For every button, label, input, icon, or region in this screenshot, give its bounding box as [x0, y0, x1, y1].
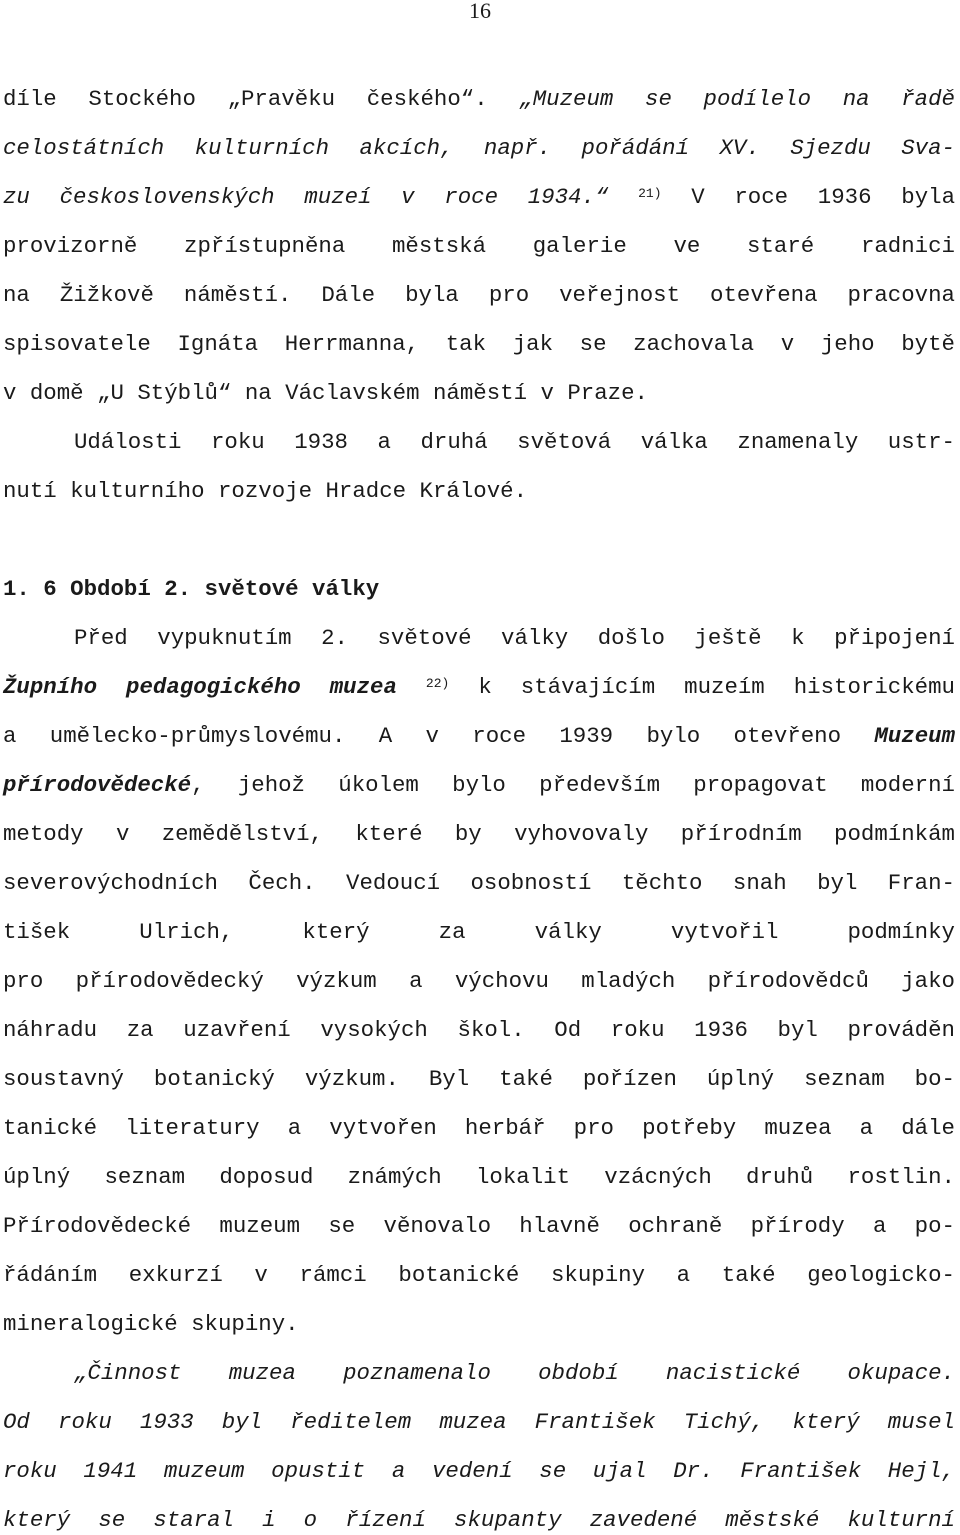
section-heading: 1. 6 Období 2. světové války: [3, 576, 380, 602]
text-line: celostátních kulturních akcích, např. pořádání XV. Sjezdu Sva-: [3, 135, 955, 161]
text-line: soustavný botanický výzkum. Byl také pořízen úplný seznam bo-: [3, 1066, 955, 1092]
text-line: Župního pedagogického muzea $^{22)}$ k stávajícím muzeím historickému: [3, 674, 955, 700]
text-line: Před vypuknutím 2. světové války došlo ještě k připojení: [74, 625, 955, 651]
text-line: který se staral i o řízení skupanty zavedené městské kulturní: [3, 1507, 955, 1533]
text-line: tanické literatury a vytvořen herbář pro potřeby muzea a dále: [3, 1115, 955, 1141]
text-line: zu československých muzeí v roce 1934.“ $^{21)}$ V roce 1936 byla: [3, 184, 956, 210]
text-line: provizorně zpřístupněna městská galerie ve staré radnici: [3, 233, 955, 259]
text-line: a umělecko-průmyslovému. A v roce 1939 bylo otevřeno Muzeum: [3, 723, 956, 749]
page-number: 16: [469, 0, 491, 23]
text-line: úplný seznam doposud známých lokalit vzácných druhů rostlin.: [3, 1164, 955, 1190]
text-line: na Žižkově náměstí. Dále byla pro veřejnost otevřena pracovna: [3, 282, 955, 308]
text-line: nutí kulturního rozvoje Hradce Králové.: [3, 478, 528, 504]
text-line: Události roku 1938 a druhá světová válka znamenaly ustr-: [74, 429, 955, 455]
text-line: náhradu za uzavření vysokých škol. Od roku 1936 byl prováděn: [3, 1017, 955, 1043]
emphasis-muzeum: Muzeum: [874, 723, 956, 749]
text-line: Od roku 1933 byl ředitelem muzea František Tichý, který musel: [3, 1409, 955, 1435]
text-line: pro přírodovědecký výzkum a výchovu mladých přírodovědců jako: [3, 968, 955, 994]
text-line: přírodovědecké, jehož úkolem bylo především propagovat moderní: [3, 772, 955, 798]
text-line: tišek Ulrich, který za války vytvořil podmínky: [3, 919, 955, 945]
footnote-ref-21: 21): [638, 186, 662, 201]
text-line: spisovatele Ignáta Herrmanna, tak jak se zachovala v jeho bytě: [3, 331, 955, 357]
text-line: řádáním exkurzí v rámci botanické skupiny a také geologicko-: [3, 1262, 955, 1288]
emphasis-zupni-muzeum: Župního pedagogického muzea: [3, 674, 397, 700]
text-line: v domě „U Stýblů“ na Václavském náměstí v Praze.: [3, 380, 648, 406]
emphasis-prirodovedecke: přírodovědecké: [3, 772, 192, 798]
text-line: „Činnost muzea poznamenalo období nacistické okupace.: [74, 1360, 955, 1386]
text-line: Přírodovědecké muzeum se věnovalo hlavně ochraně přírody a po-: [3, 1213, 955, 1239]
text-line: mineralogické skupiny.: [3, 1311, 299, 1337]
text-line: severovýchodních Čech. Vedoucí osobností těchto snah byl Fran-: [3, 870, 955, 896]
text-line: díle Stockého „Pravěku českého“. „Muzeum se podílelo na řadě: [3, 86, 955, 112]
footnote-ref-22: 22): [425, 676, 450, 691]
text-line: metody v zemědělství, které by vyhovovaly přírodním podmínkám: [3, 821, 955, 847]
text-line: roku 1941 muzeum opustit a vedení se ujal Dr. František Hejl,: [3, 1458, 955, 1484]
